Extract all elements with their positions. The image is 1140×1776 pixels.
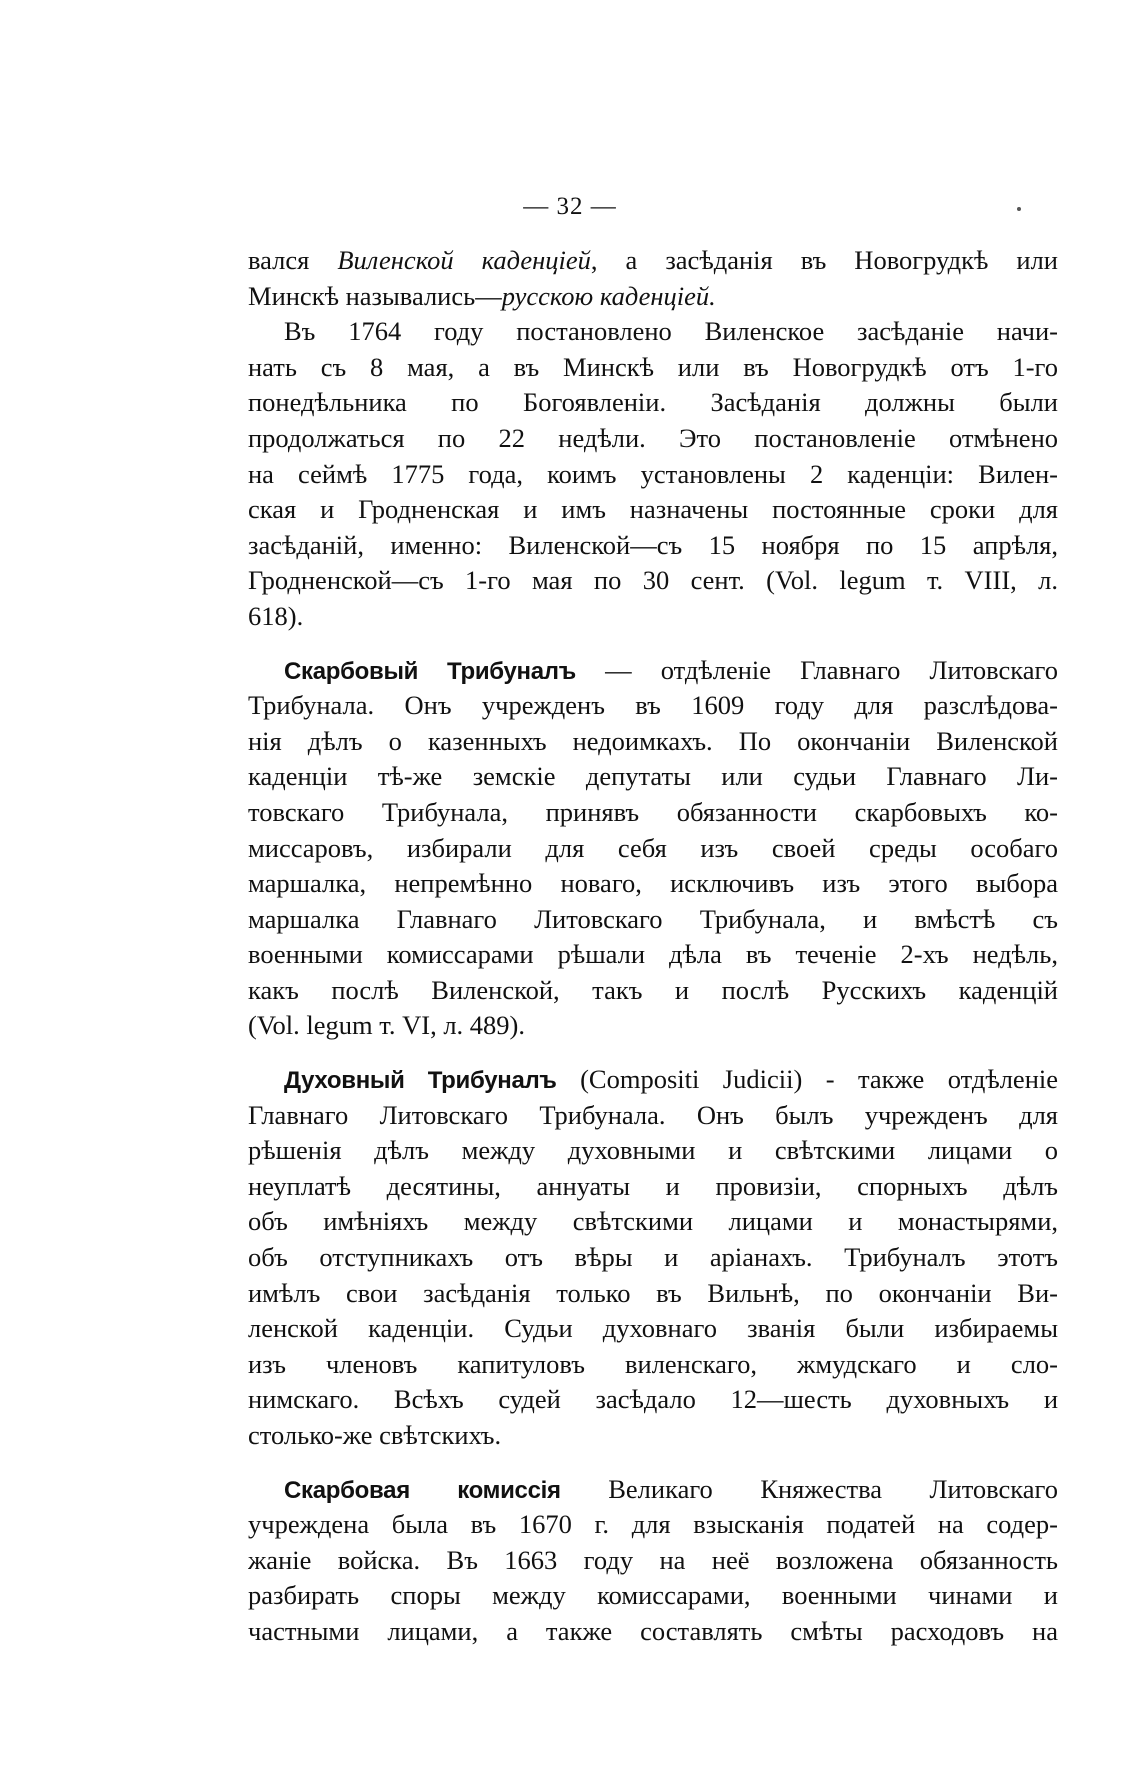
para2-line: нать съ 8 мая, а въ Минскѣ или въ Новогрудкѣ отъ 1-го bbox=[248, 351, 1058, 382]
para2-line: Въ 1764 году постановлено Виленское засѣданіе начи- bbox=[284, 316, 1058, 347]
para4-line: неуплатѣ десятины, аннуаты и провизіи, спорныхъ дѣлъ bbox=[248, 1170, 1058, 1201]
para5-line: жаніе войска. Въ 1663 году на неё возложена обязанность bbox=[248, 1544, 1058, 1575]
section-heading: Скарбовый Трибуналъ bbox=[284, 657, 576, 685]
para2-line: на сеймѣ 1775 года, коимъ установлены 2 каденціи: Вилен- bbox=[248, 458, 1058, 489]
para3-line: миссаровъ, избирали для себя изъ своей среды особаго bbox=[248, 832, 1058, 863]
para5-line: разбирать споры между комиссарами, военными чинами и bbox=[248, 1580, 1058, 1611]
para2-line: 618). bbox=[248, 600, 304, 631]
page-number: — 32 — bbox=[523, 193, 617, 220]
text-run: (Compositi Judicii) - также отдѣленіе bbox=[556, 1064, 1058, 1095]
page-body bbox=[248, 243, 1058, 1650]
text-run: вался bbox=[248, 245, 338, 275]
para3-line-first bbox=[248, 653, 1058, 689]
para2-line: понедѣльника по Богоявленіи. Засѣданія должны были bbox=[248, 387, 1058, 418]
para3-line: Трибунала. Онъ учрежденъ въ 1609 году для разслѣдова- bbox=[248, 690, 1058, 721]
paragraph-gap bbox=[248, 1454, 1058, 1472]
para5-line: учреждена была въ 1670 г. для взысканія податей на содер- bbox=[248, 1509, 1058, 1540]
scan-speck bbox=[1017, 207, 1021, 211]
para5-line: частными лицами, а также составлять смѣты расходовъ на bbox=[248, 1615, 1058, 1646]
para3-line: военными комиссарами рѣшали дѣла въ теченіе 2-хъ недѣль, bbox=[248, 939, 1058, 970]
para4-line: столько-же свѣтскихъ. bbox=[248, 1420, 502, 1450]
para5-line-first bbox=[248, 1472, 1058, 1508]
para1-line-2 bbox=[248, 279, 1058, 315]
para4-line: Главнаго Литовскаго Трибунала. Онъ былъ учрежденъ для bbox=[248, 1099, 1058, 1130]
para4-line: имѣлъ свои засѣданія только въ Вильнѣ, по окончаніи Ви- bbox=[248, 1277, 1058, 1308]
para4-line: объ отступникахъ отъ вѣры и аріанахъ. Трибуналъ этотъ bbox=[248, 1242, 1058, 1273]
para2-line: ская и Гродненская и имъ назначены постоянные сроки для bbox=[248, 494, 1058, 525]
para1-line-1 bbox=[248, 243, 1058, 279]
text-run: Великаго Княжества Литовскаго bbox=[560, 1473, 1058, 1504]
para4-line: рѣшенія дѣлъ между духовными и свѣтскими лицами о bbox=[248, 1135, 1058, 1166]
para2-line: продолжаться по 22 недѣли. Это постановленіе отмѣнено bbox=[248, 422, 1058, 453]
para3-line: каденціи тѣ-же земскіе депутаты или судьи Главнаго Ли- bbox=[248, 761, 1058, 792]
italic-term: Виленской каденціей bbox=[337, 245, 591, 275]
para2-line: засѣданій, именно: Виленской—съ 15 ноября по 15 апрѣля, bbox=[248, 529, 1058, 560]
text-run: Минскѣ назывались— bbox=[248, 280, 502, 311]
para3-line: маршалка, непремѣнно новаго, исключивъ изъ этого выбора bbox=[248, 868, 1058, 899]
para3-line: нія дѣлъ о казенныхъ недоимкахъ. По окончаніи Виленской bbox=[248, 725, 1058, 756]
section-heading: Духовный Трибуналъ bbox=[284, 1067, 557, 1095]
para3-line: какъ послѣ Виленской, такъ и послѣ Русскихъ каденцій bbox=[248, 974, 1058, 1005]
italic-term: русскою каденціей. bbox=[501, 280, 716, 311]
para2-line: Гродненской—съ 1-го мая по 30 сент. (Vol. legum т. VIII, л. bbox=[248, 565, 1058, 596]
paragraph-gap bbox=[248, 635, 1058, 653]
para3-line: товскаго Трибунала, принявъ обязанности скарбовыхъ ко- bbox=[248, 796, 1058, 827]
section-heading: Скарбовая комиссія bbox=[284, 1476, 561, 1504]
para3-line: маршалка Главнаго Литовскаго Трибунала, и вмѣстѣ съ bbox=[248, 903, 1058, 934]
para4-line: объ имѣніяхъ между свѣтскими лицами и монастырями, bbox=[248, 1206, 1058, 1237]
paragraph-gap bbox=[248, 1044, 1058, 1062]
para3-line: (Vol. legum т. VI, л. 489). bbox=[248, 1010, 525, 1041]
para4-line: ленской каденціи. Судьи духовнаго званія были избираемы bbox=[248, 1313, 1058, 1344]
para4-line: нимскаго. Всѣхъ судей засѣдало 12—шесть духовныхъ и bbox=[248, 1384, 1058, 1415]
para4-line: изъ членовъ капитуловъ виленскаго, жмудскаго и сло- bbox=[248, 1348, 1058, 1379]
text-run: — отдѣленіе Главнаго Литовскаго bbox=[575, 654, 1058, 685]
text-run: , a засѣданія въ Новогрудкѣ или bbox=[590, 245, 1058, 275]
para4-line-first bbox=[248, 1062, 1058, 1098]
